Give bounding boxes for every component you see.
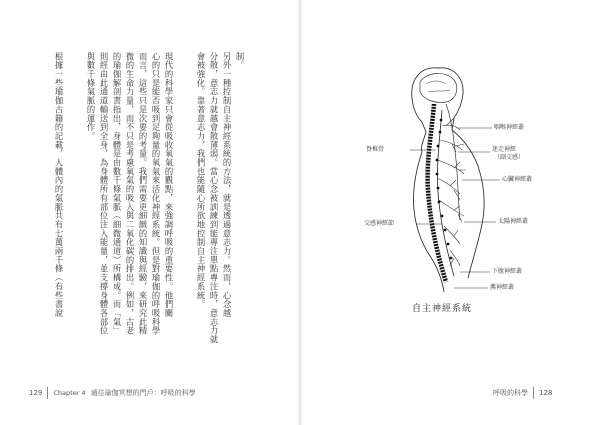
running-title: 通往瑜伽冥想的門戶：呼吸的科學 bbox=[90, 389, 196, 397]
label-hypogastric: 下腹神經叢 bbox=[492, 268, 523, 275]
footer-divider bbox=[533, 387, 534, 399]
chapter-label: Chapter 4 bbox=[53, 389, 86, 397]
text-column: 會被強化。靠著意志力，我們也能隨心所欲地控制自主神經系統。 bbox=[196, 52, 206, 309]
right-page-footer bbox=[493, 387, 552, 399]
page-number: 128 bbox=[539, 389, 553, 397]
text-column: 現代的科學家只會從吸收氧氣的觀點，來強調呼吸的重要性。他們關 bbox=[164, 52, 174, 318]
autonomic-nervous-system-figure bbox=[350, 60, 550, 320]
text-column: 心的只是能否吸到足夠量的氧氣來活化神經系統。但是對瑜伽的呼吸科學 bbox=[151, 52, 161, 336]
label-sacral: 薦神經叢 bbox=[490, 284, 515, 291]
label-vagus-sub: （副交感） bbox=[494, 154, 525, 161]
book-gutter bbox=[298, 0, 302, 425]
figure-caption: 自主神經系統 bbox=[412, 304, 473, 314]
anatomy-illustration bbox=[350, 60, 550, 320]
text-column: 分散，意志力就越會散薄弱。當心念被訓練到能專注單點專注時，意志力就 bbox=[209, 52, 219, 345]
text-column: 根據一些瑜伽古籍的記載，人體內的氣脈共有七萬兩千條（有些書說 bbox=[54, 52, 64, 318]
text-column: 而言，這些只是次要的考量。我們需要更細緻的知識與經驗，來研究此精 bbox=[138, 52, 148, 336]
label-pharyngeal: 咽喉神經叢 bbox=[494, 124, 525, 131]
text-column: 制。 bbox=[235, 52, 245, 70]
text-column: 微的生命力量，而不只是考慮氧氣的吸入與二氧化碳的排出。例如，古老 bbox=[125, 52, 135, 336]
label-vagus: 迷走神經 bbox=[492, 146, 517, 153]
label-cardiac: 心臟神經叢 bbox=[502, 176, 533, 183]
text-column: 另外一種控制自主神經系統的方法，就是透過意志力。然而，心念越 bbox=[222, 52, 232, 318]
label-solar: 太陽神經叢 bbox=[498, 218, 529, 225]
running-title: 呼吸的科學 bbox=[493, 389, 528, 397]
left-page-footer bbox=[29, 387, 196, 399]
text-column: 的瑜伽解剖書指出，身體是由數千條氣脈（細微通道）所構成。而「氣」 bbox=[112, 52, 122, 336]
label-sympathetic-ganglia: 交感神經節 bbox=[364, 220, 395, 227]
text-column: 則經由此通道輸送到全身，為身體所有部位注入能量，並支撐身體各部位 bbox=[99, 52, 109, 336]
page-number: 129 bbox=[29, 389, 43, 397]
footer-divider bbox=[47, 387, 48, 399]
label-spinal: 脊椎骨 bbox=[366, 146, 385, 153]
text-column: 與數千條氣脈的運作。 bbox=[86, 52, 96, 141]
